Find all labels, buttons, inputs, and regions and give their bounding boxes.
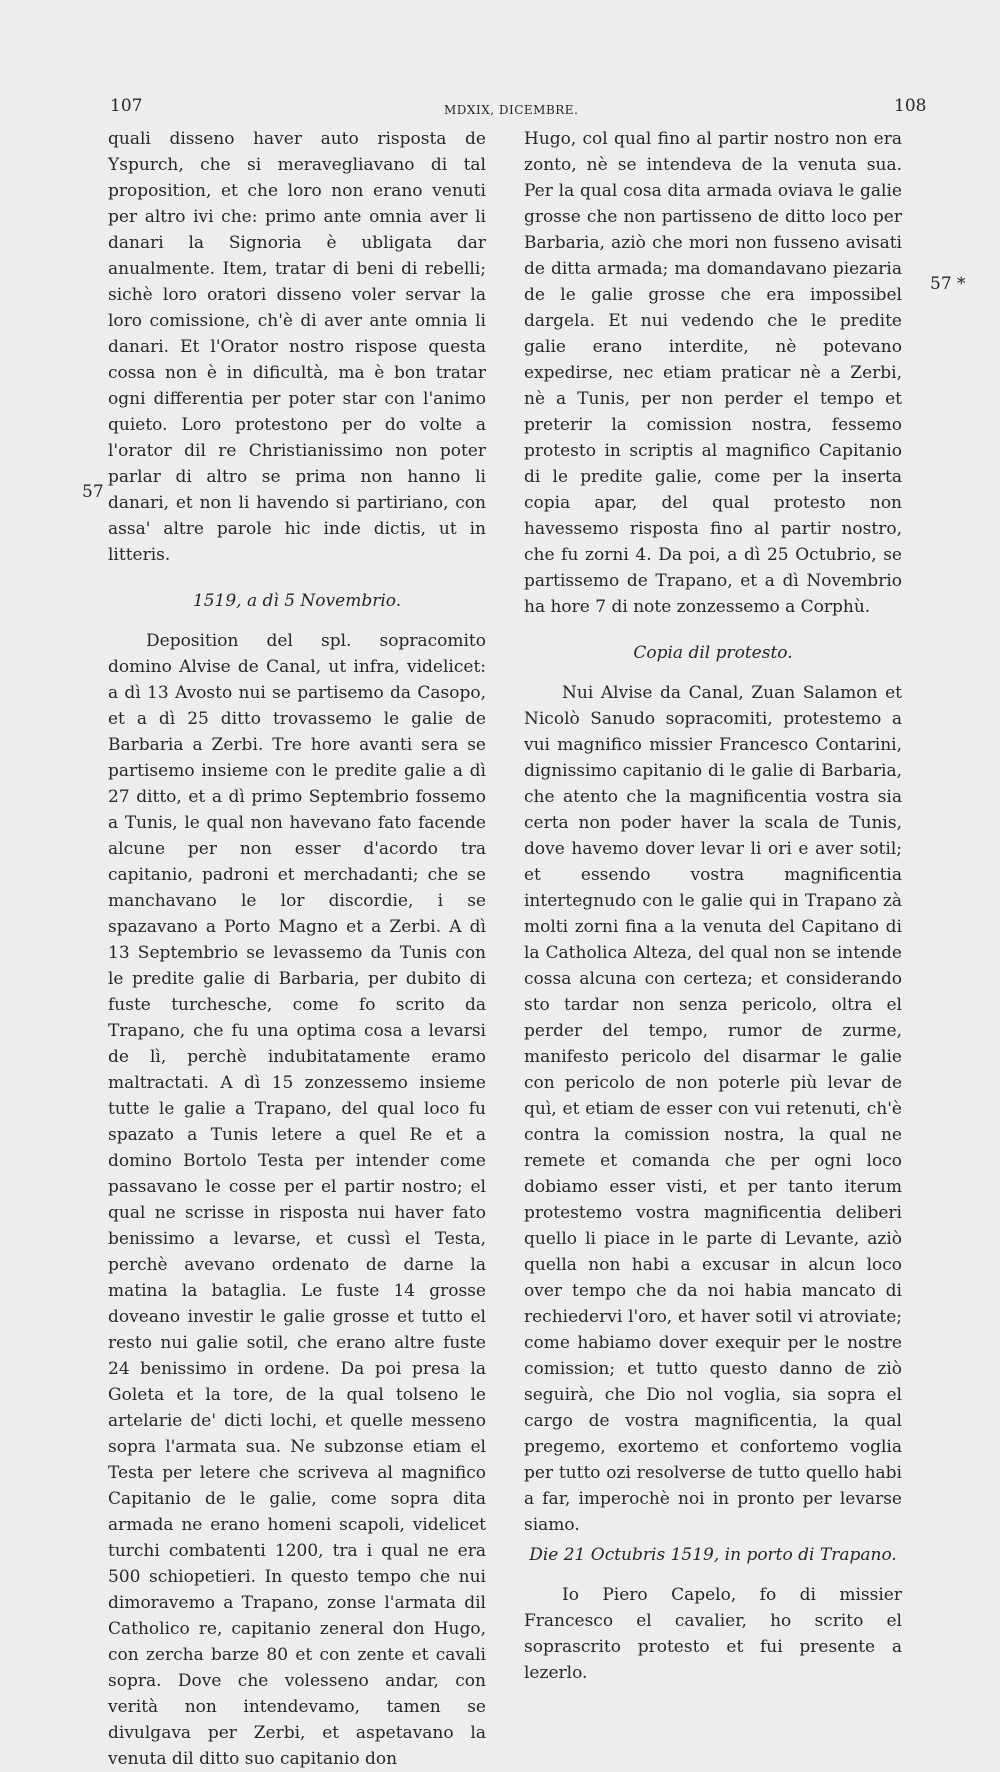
paragraph: Hugo, col qual fino al partir nostro non era zonto, nè se intendeva de la venuta sua. Per la qual cosa dita armada oviava le galie grosse che non partisseno de ditto loco per Barbaria, aziò che mori non fusseno avisati de ditta armada; ma domandavano piezaria de le galie grosse che era impossibel dargela. Et nui vedendo che le predite galie erano interdite, nè potevano expedirse, nec etiam praticar nè a Zerbi, nè a Tunis, per non perder el tempo et preterir la comission nostra, fessemo protesto in scriptis al magnifico Capitanio di le predite galie, come per la inserta copia apar, del qual protesto non havessemo risposta fino al partir nostro, che fu zorni 4. Da poi, a dì 25 Octubrio, se partissemo de Trapano, et a dì Novembrio ha hore 7 di note zonzessemo a Corphù. — [524, 129, 902, 617]
section-heading: Copia dil protesto. — [633, 643, 793, 663]
paragraph: Io Piero Capelo, fo di missier Francesco el cavalier, ho scrito el soprascrito protesto et fui presente a lezerlo. — [524, 1585, 902, 1683]
left-column — [108, 126, 486, 1772]
paragraph: quali disseno haver auto risposta de Yspurch, che si meravegliavano di tal proposition, et che loro non erano venuti per altro ivi che: primo ante omnia aver li danari la Signoria è ubligata dar anualmente. Item, tratar di beni di rebelli; sichè loro oratori disseno voler servar la loro comissione, ch'è di aver ante omnia li danari. Et l'Orator nostro rispose questa cossa non è in dificultà, ma è bon tratar ogni differentia per poter star con l'animo quieto. Loro protestono per do volte a l'orator dil re Christianissimo non poter parlar di altro se prima non hanno li danari, et non li havendo si partiriano, con assa' altre parole hic inde dictis, ut in litteris. — [108, 129, 486, 565]
date-line: Die 21 Octubris 1519, in porto di Trapano. — [529, 1545, 897, 1565]
running-title: MDXIX, DICEMBRE. — [444, 103, 579, 117]
page-number-left: 107 — [110, 96, 143, 116]
paragraph: Nui Alvise da Canal, Zuan Salamon et Nicolò Sanudo sopracomiti, protestemo a vui magnifico missier Francesco Contarini, dignissimo capitanio di le galie di Barbaria, che atento che la magnificentia vostra sia certa non poder haver la scala de Tunis, dove havemo dover levar li ori e aver sotil; et essendo vostra magnificentia intertegnudo con le galie qui in Trapano zà molti zorni fina a la venuta del Capitano di la Catholica Alteza, del qual non se intende cossa alcuna con certeza; et considerando sto tardar non senza pericolo, oltra el perder del tempo, rumor de zurme, manifesto pericolo del disarmar le galie con pericolo de non poterle più levar de quì, et etiam de esser con vui retenuti, ch'è contra la comission nostra, la qual ne remete et comanda che per ogni loco dobiamo esser visti, et per tanto iterum protestemo vostra magnificentia deliberi quello li piace in le parte di Levante, aziò quella non habi a excusar in alcun loco over tempo che da noi habia mancato di rechiedervi l'oro, et haver sotil vi atroviate; come habiamo dover exequir per le nostre comission; et tutto questo danno de ziò seguirà, che Dio nol voglia, sia sopra el cargo de vostra magnificentia, la qual pregemo, exortemo et confortemo voglia per tutto ozi resolverse de tutto quello habi a far, imperochè noi in pronto per levarse siamo. — [524, 683, 902, 1535]
margin-reference-right: 57 * — [930, 274, 966, 294]
right-column — [524, 126, 902, 1686]
margin-reference-left: 57 — [82, 482, 104, 502]
date-heading: 1519, a dì 5 Novembrio. — [192, 591, 402, 611]
page-number-right: 108 — [894, 96, 927, 116]
paragraph: Deposition del spl. sopracomito domino Alvise de Canal, ut infra, videlicet: a dì 13 Avosto nui se partisemo da Casopo, et a dì 25 ditto trovassemo le galie de Barbaria a Zerbi. Tre hore avanti sera se partisemo insieme con le predite galie a dì 27 ditto, et a dì primo Septembrio fossemo a Tunis, le qual non havevano fato facende alcune per non esser d'acordo tra capitanio, padroni et merchadanti; che se manchavano le lor discordie, i se spazavano a Porto Magno et a Zerbi. A dì 13 Septembrio se levassemo da Tunis con le predite galie di Barbaria, per dubito di fuste turchesche, come fo scrito da Trapano, che fu una optima cosa a levarsi de lì, perchè indubitatamente eramo maltractati. A dì 15 zonzessemo insieme tutte le galie a Trapano, del qual loco fu spazato a Tunis letere a quel Re et a domino Bortolo Testa per intender come passavano le cosse per el partir nostro; el qual ne scrisse in risposta nui haver fato benissimo a levarse, et cussì el Testa, perchè avevano ordenato de darne la matina la bataglia. Le fuste 14 grosse doveano investir le galie grosse et tutto el resto nui galie sotil, che erano altre fuste 24 benissimo in ordene. Da poi presa la Goleta et la tore, de la qual tolseno le artelarie de' dicti lochi, et quelle messeno sopra l'armata sua. Ne subzonse etiam el Testa per letere che scriveva al magnifico Capitanio de le galie, come sopra dita armada ne erano homeni scapoli, videlicet turchi combatenti 1200, tra i qual ne era 500 schiopetieri. In questo tempo che nui dimoravemo a Trapano, zonse l'armata dil Catholico re, capitanio zeneral don Hugo, con zercha barze 80 et con zente et cavali sopra. Dove che volesseno andar, con verità non intendevamo, tamen se divulgava per Zerbi, et aspetavano la venuta dil ditto suo capitanio don — [108, 631, 486, 1769]
